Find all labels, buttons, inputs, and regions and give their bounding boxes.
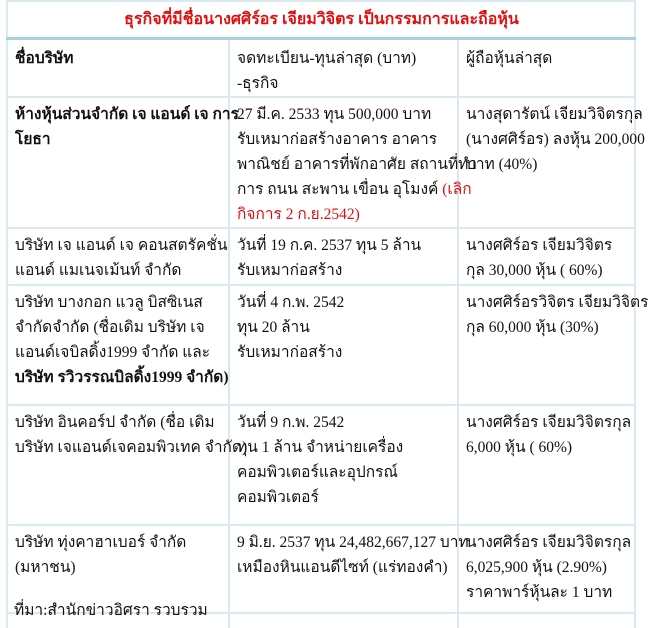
line: นางศศิร์อรวิจิตร เจียมวิจิตร — [466, 294, 649, 311]
company-cell — [7, 97, 239, 228]
shareholder-cell — [458, 97, 645, 228]
line: บริษัท อินคอร์ป จำกัด (ชื่อ เดิม — [15, 414, 215, 431]
table-row — [7, 285, 635, 405]
line: 27 มี.ค. 2533 ทุน 500,000 บาท — [237, 106, 432, 123]
closure-note: (เลิก — [442, 181, 472, 198]
company-cell — [7, 405, 248, 525]
business-table — [6, 0, 649, 628]
line: นางศศิร์อร เจียมวิจิตร — [466, 237, 613, 254]
table-row — [7, 405, 635, 525]
header-registration: จดทะเบียน-ทุนล่าสุด (บาท) -ธุรกิจ — [229, 39, 458, 98]
line: (นางศศิร์อร) ลงหุ้น 200,000 — [466, 131, 645, 148]
line — [237, 177, 472, 202]
line: บริษัท บางกอก แวลู บิสซิเนส — [15, 294, 203, 311]
empty-cell — [458, 613, 635, 628]
line: 6,000 หุ้น ( 60%) — [466, 439, 573, 456]
line: คอมพิวเตอร์และอุปกรณ์ — [237, 464, 398, 481]
line: คอมพิวเตอร์ — [237, 489, 319, 506]
line-text: การ ถนน สะพาน เขื่อน อุโมงค์ — [237, 181, 439, 198]
table-title-row — [7, 1, 635, 39]
line: ทุน 1 ล้าน จำหน่ายเครื่อง — [237, 439, 404, 456]
line: จำกัดจำกัด (ชื่อเดิม บริษัท เจ — [15, 319, 205, 336]
line: 9 มิ.ย. 2537 ทุน 24,482,667,127 บาท — [237, 534, 469, 551]
line: แอนด์ แมเนจเม้นท์ จำกัด — [15, 262, 182, 279]
line: 6,025,900 หุ้น (2.90%) — [466, 559, 607, 576]
shareholder-cell — [458, 525, 635, 613]
line: ห้างหุ้นส่วนจำกัด เจ แอนด์ เจ การ — [15, 106, 239, 123]
shareholder-cell — [458, 405, 635, 525]
table-row — [7, 97, 635, 228]
registration-cell — [229, 285, 458, 405]
company-cell — [7, 285, 229, 405]
line: บาท (40%) — [466, 156, 538, 173]
line: ราคาพาร์หุ้นละ 1 บาท — [466, 584, 613, 601]
source-note: ที่มา:สำนักข่าวอิศรา รวบรวม — [14, 602, 208, 619]
line: นางศศิร์อร เจียมวิจิตรกุล — [466, 414, 632, 431]
line: กุล 30,000 หุ้น ( 60%) — [466, 262, 603, 279]
line: กุล 60,000 หุ้น (30%) — [466, 319, 599, 336]
shareholder-cell — [458, 285, 649, 405]
line: นางสุดารัตน์ เจียมวิจิตรกุล — [466, 106, 643, 123]
line: ทุน 20 ล้าน — [237, 319, 310, 336]
registration-cell — [229, 97, 478, 228]
line: บริษัท เจแอนด์เจคอมพิวเทค จำกัด) — [15, 439, 248, 456]
line: แอนด์เจบิลดิ้ง1999 จำกัด และ — [15, 344, 211, 361]
table-row — [7, 228, 635, 285]
closure-note: กิจการ 2 ก.ย.2542) — [237, 206, 360, 223]
header-row — [7, 39, 635, 98]
line: บริษัท ทุ่งคาฮาเบอร์ จำกัด — [15, 534, 187, 551]
line: รับเหมาก่อสร้างอาคาร อาคาร — [237, 131, 438, 148]
header-shareholder: ผู้ถือหุ้นล่าสุด — [458, 39, 635, 98]
line: นางศศิร์อร เจียมวิจิตรกุล — [466, 534, 632, 551]
line: (มหาชน) — [15, 559, 76, 576]
empty-cell — [229, 613, 458, 628]
registration-cell — [229, 228, 458, 285]
line: โยธา — [15, 131, 51, 148]
line: บริษัท รวิวรรณบิลดิ้ง1999 จำกัด) — [15, 369, 229, 386]
line: พาณิชย์ อาคารที่พักอาศัย สถานที่ทำ — [237, 156, 478, 173]
line: บริษัท เจ แอนด์ เจ คอนสตรัคชั่น — [15, 237, 228, 254]
line: วันที่ 4 ก.พ. 2542 — [237, 294, 345, 311]
registration-cell — [229, 525, 469, 613]
line: รับเหมาก่อสร้าง — [237, 344, 343, 361]
shareholder-cell — [458, 228, 635, 285]
company-cell — [7, 228, 229, 285]
line: รับเหมาก่อสร้าง — [237, 262, 343, 279]
registration-cell — [229, 405, 458, 525]
table-title: ธุรกิจที่มีชื่อนางศศิร์อร เจียมวิจิตร เป็นกรรมการและถือหุ้น — [7, 1, 635, 39]
header-company: ชื่อบริษัท — [7, 39, 229, 98]
line: วันที่ 19 ก.ค. 2537 ทุน 5 ล้าน — [237, 237, 422, 254]
line: เหมืองหินแอนดีไซท์ (แร่ทองคำ) — [237, 559, 448, 576]
line: วันที่ 9 ก.พ. 2542 — [237, 414, 345, 431]
